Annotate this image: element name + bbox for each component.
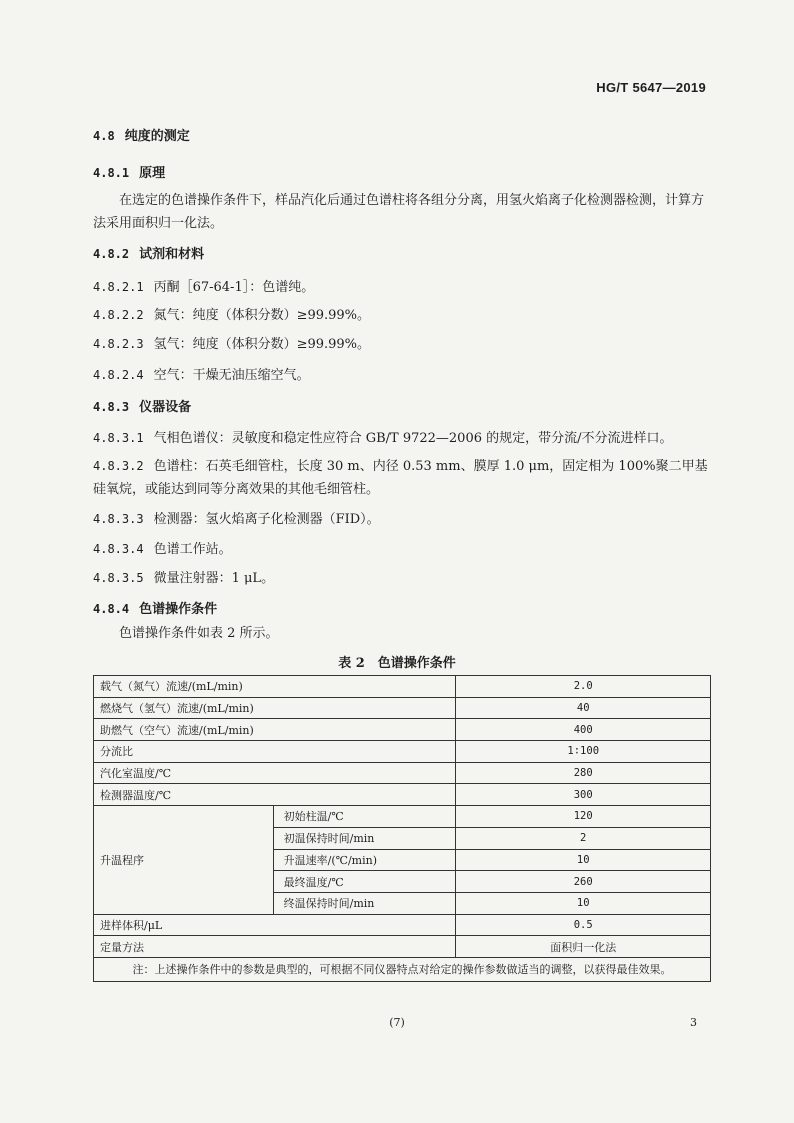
- table-cell-label: 载气（氮气）流速/(mL/min): [94, 676, 456, 698]
- clause-item: [93, 455, 711, 501]
- clause-text: 色谱柱：石英毛细管柱，长度 30 m、内径 0.53 mm、膜厚 1.0 μm，固定相为 100%聚二甲基硅氧烷，或能达到同等分离效果的其他毛细管柱。: [93, 459, 708, 497]
- table-cell-value: 260: [456, 871, 711, 893]
- table-cell-label: 最终温度/℃: [273, 871, 456, 893]
- table-row: [94, 762, 711, 784]
- table-cell-label: 助燃气（空气）流速/(mL/min): [94, 719, 456, 741]
- table-cell-value: 面积归一化法: [456, 936, 711, 958]
- table-cell-label: 终温保持时间/min: [273, 892, 456, 914]
- principle-paragraph: 在选定的色谱操作条件下，样品汽化后通过色谱柱将各组分分离，用氢火焰离子化检测器检测，计算方法采用面积归一化法。: [93, 193, 705, 231]
- clause-number: 4.8.2.2: [93, 308, 144, 322]
- table-row: [94, 741, 711, 763]
- table-row: [94, 806, 711, 828]
- clause-number: 4.8.3.5: [93, 571, 144, 585]
- section-number: 4.8.4: [93, 602, 130, 616]
- table-cell-label: 初始柱温/℃: [273, 806, 456, 828]
- clause-item: [93, 304, 370, 323]
- subsection-heading: [93, 162, 165, 181]
- clause-text: 空气：干燥无油压缩空气。: [153, 368, 310, 383]
- clause-text: 氢气：纯度（体积分数）≥99.99%。: [153, 337, 371, 352]
- table-cell-value: 0.5: [456, 914, 711, 936]
- section-title: 仪器设备: [139, 400, 192, 415]
- table-caption: 表 2 色谱操作条件: [338, 656, 456, 671]
- subsection-heading: [93, 243, 204, 262]
- table-cell-value: 10: [456, 849, 711, 871]
- subsection-heading: [93, 598, 217, 617]
- section-title: 试剂和材料: [139, 247, 205, 262]
- table-cell-label: 初温保持时间/min: [273, 827, 456, 849]
- table-cell-label: 检测器温度/℃: [94, 784, 456, 806]
- table-cell-value: 280: [456, 762, 711, 784]
- clause-item: [93, 567, 274, 586]
- clause-number: 4.8.2.4: [93, 368, 144, 382]
- section-title: 色谱操作条件: [139, 602, 218, 617]
- table-cell-group-label: 升温程序: [94, 806, 274, 914]
- table-row: [94, 914, 711, 936]
- clause-text: 丙酮［67-64-1］：色谱纯。: [153, 280, 315, 295]
- standard-code: HG/T 5647—2019: [596, 80, 706, 95]
- table-row: [94, 697, 711, 719]
- table-row: [94, 719, 711, 741]
- clause-item: [93, 508, 380, 527]
- table-cell-label: 燃烧气（氢气）流速/(mL/min): [94, 697, 456, 719]
- table-cell-label: 进样体积/μL: [94, 914, 456, 936]
- clause-text: 微量注射器：1 μL。: [153, 571, 275, 586]
- clause-number: 4.8.3.3: [93, 512, 144, 526]
- section-number: 4.8.3: [93, 400, 130, 414]
- table-cell-label: 升温速率/(℃/min): [273, 849, 456, 871]
- conditions-paragraph: 色谱操作条件如表 2 所示。: [119, 626, 279, 641]
- table-cell-value: 400: [456, 719, 711, 741]
- table-cell-label: 分流比: [94, 741, 456, 763]
- table-note-row: [94, 957, 711, 981]
- clause-item: [93, 333, 370, 352]
- clause-item: [93, 427, 673, 446]
- clause-item: [93, 276, 314, 295]
- table-cell-value: 1∶100: [456, 741, 711, 763]
- section-number: 4.8.2: [93, 247, 130, 261]
- section-heading: [93, 125, 190, 144]
- clause-text: 氮气：纯度（体积分数）≥99.99%。: [153, 308, 371, 323]
- table-cell-value: 10: [456, 892, 711, 914]
- table-row: [94, 676, 711, 698]
- table-cell-value: 300: [456, 784, 711, 806]
- table-cell-label: 定量方法: [94, 936, 456, 958]
- chromatography-conditions-table: [93, 675, 711, 982]
- table-cell-value: 2.0: [456, 676, 711, 698]
- table-cell-value: 2: [456, 827, 711, 849]
- section-title: 纯度的测定: [124, 129, 190, 144]
- clause-text: 检测器：氢火焰离子化检测器（FID）。: [153, 512, 380, 527]
- subsection-heading: [93, 396, 191, 415]
- table-note: 注：上述操作条件中的参数是典型的，可根据不同仪器特点对给定的操作参数做适当的调整，以获得最佳效果。: [94, 957, 711, 981]
- clause-number: 4.8.3.4: [93, 542, 144, 556]
- page-sequence: (7): [389, 1016, 405, 1029]
- section-title: 原理: [139, 166, 166, 181]
- table-cell-value: 120: [456, 806, 711, 828]
- clause-item: [93, 538, 232, 557]
- clause-number: 4.8.3.2: [93, 459, 144, 473]
- section-number: 4.8.1: [93, 166, 130, 180]
- section-number: 4.8: [93, 129, 115, 143]
- clause-number: 4.8.3.1: [93, 431, 144, 445]
- clause-text: 气相色谱仪：灵敏度和稳定性应符合 GB/T 9722—2006 的规定，带分流/不分流进样口。: [153, 431, 673, 446]
- page-number: 3: [690, 1016, 697, 1029]
- table-row: [94, 936, 711, 958]
- clause-item: [93, 364, 310, 383]
- table-cell-label: 汽化室温度/℃: [94, 762, 456, 784]
- table-cell-value: 40: [456, 697, 711, 719]
- clause-number: 4.8.2.1: [93, 280, 144, 294]
- clause-text: 色谱工作站。: [153, 542, 232, 557]
- clause-number: 4.8.2.3: [93, 337, 144, 351]
- table-row: [94, 784, 711, 806]
